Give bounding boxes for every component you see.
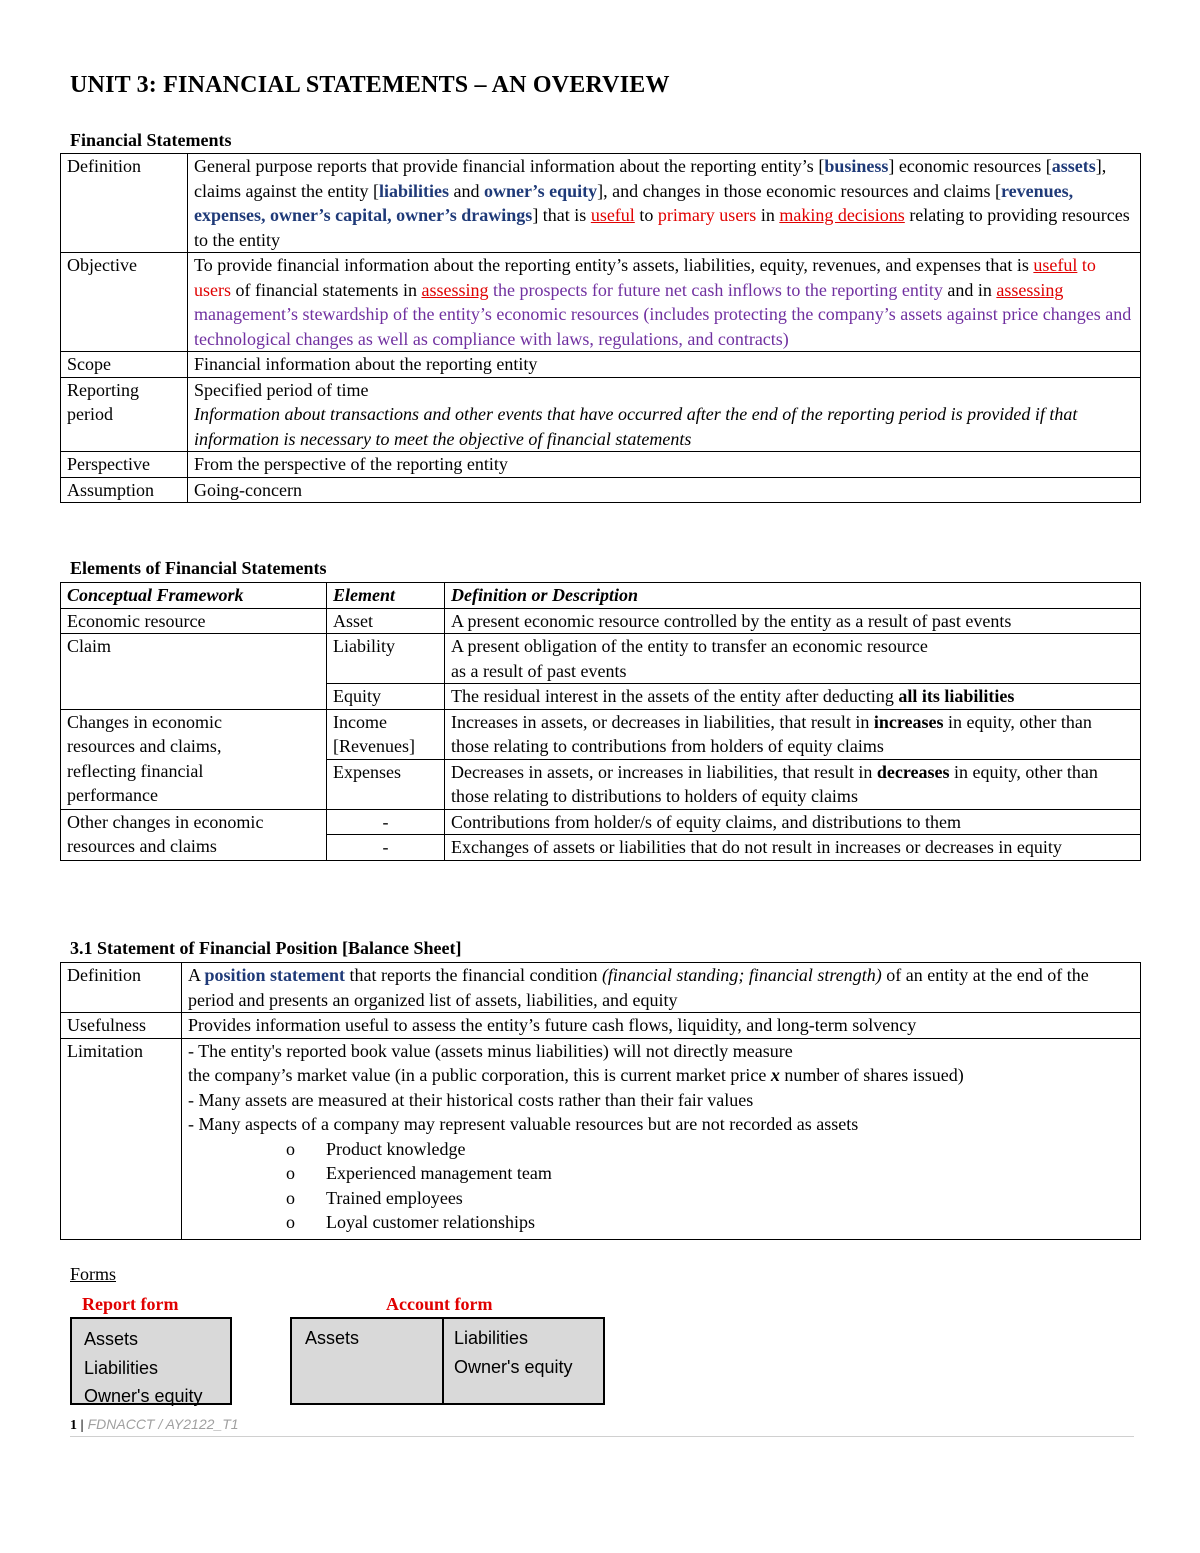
framework-claim: Claim	[61, 634, 327, 710]
framework-other-changes: Other changes in economic resources and claims	[61, 809, 327, 860]
element-income: Income [Revenues]	[327, 709, 445, 759]
table-row	[61, 154, 1141, 253]
definition-income: Increases in assets, or decreases in liabilities, that result in increases in equity, other than those relating to contributions from holders of equity claims	[445, 709, 1141, 759]
section-heading-sfp: 3.1 Statement of Financial Position [Balance Sheet]	[70, 938, 462, 958]
table-row	[61, 963, 1141, 1013]
section-heading-financial-statements: Financial Statements	[70, 130, 232, 150]
table-header-row	[61, 583, 1141, 609]
element-asset: Asset	[327, 608, 445, 634]
table-row	[61, 253, 1141, 352]
row-label-assumption: Assumption	[61, 477, 188, 503]
definition-expenses: Decreases in assets, or increases in liabilities, that result in decreases in equity, other than those relating to distributions to holders of equity claims	[445, 759, 1141, 809]
report-form-item: Liabilities	[84, 1357, 159, 1378]
row-label-reporting-period: Reporting period	[61, 377, 188, 452]
definition-liability: A present obligation of the entity to transfer an economic resource as a result of past events	[445, 634, 1141, 684]
definition-contributions: Contributions from holder/s of equity claims, and distributions to them	[445, 809, 1141, 835]
page-number: 1 |	[70, 1418, 84, 1433]
forms-heading: Forms	[70, 1264, 117, 1284]
element-dash: -	[327, 809, 445, 835]
assumption-text: Going-concern	[188, 477, 1141, 503]
framework-economic-resource: Economic resource	[61, 608, 327, 634]
row-label-sfp-definition: Definition	[61, 963, 182, 1013]
limitation-text: - The entity's reported book value (assets minus liabilities) will not directly measure the company’s market value (in a public corporation, this is current market price x number of shares issued) - Many assets are measured at their historical costs rather than their fair values - Many aspects of a company may represent valuable resources but are not recorded as assets o Product knowledge o Experienced management team o Trained employees o Loyal customer relationships	[182, 1038, 1141, 1239]
row-label-limitation: Limitation	[61, 1038, 182, 1239]
table-row	[61, 809, 1141, 835]
list-item: o Experienced management team	[286, 1163, 552, 1183]
element-expenses: Expenses	[327, 759, 445, 809]
report-form-item: Owner's equity	[84, 1386, 203, 1406]
header-definition: Definition or Description	[445, 583, 1141, 609]
usefulness-text: Provides information useful to assess the entity’s future cash flows, liquidity, and long-term solvency	[182, 1013, 1141, 1039]
header-conceptual-framework: Conceptual Framework	[61, 583, 327, 609]
element-equity: Equity	[327, 684, 445, 710]
row-label-perspective: Perspective	[61, 452, 188, 478]
objective-text: To provide financial information about the reporting entity’s assets, liabilities, equity, revenues, and expenses that is useful to users of financial statements in assessing the prospects for future net cash inflows to the reporting entity and in assessing management’s stewardship of the entity’s economic resources (includes protecting the company’s assets against price changes and technological changes as well as compliance with laws, regulations, and contracts)	[188, 253, 1141, 352]
report-form-item: Assets	[84, 1329, 139, 1349]
table-row	[61, 377, 1141, 452]
table-row	[61, 634, 1141, 684]
account-form-box	[290, 1317, 605, 1405]
sfp-table	[60, 962, 1141, 1240]
scope-text: Financial information about the reporting entity	[188, 352, 1141, 378]
row-label-objective: Objective	[61, 253, 188, 352]
elements-table	[60, 582, 1141, 861]
report-form-label: Report form	[82, 1294, 179, 1314]
page-footer	[70, 1416, 1134, 1437]
table-row	[61, 452, 1141, 478]
table-row	[61, 709, 1141, 759]
definition-exchanges: Exchanges of assets or liabilities that do not result in increases or decreases in equity	[445, 835, 1141, 861]
row-label-scope: Scope	[61, 352, 188, 378]
perspective-text: From the perspective of the reporting entity	[188, 452, 1141, 478]
element-liability: Liability	[327, 634, 445, 684]
account-form-label: Account form	[386, 1294, 493, 1314]
definition-text: General purpose reports that provide financial information about the reporting entity’s [business] economic resources [assets], claims against the entity [liabilities and owner’s equity], and changes in those economic resources and claims [revenues, expenses, owner’s capital, owner’s drawings] that is useful to primary users in making decisions relating to providing resources to the entity	[188, 154, 1141, 253]
definition-asset: A present economic resource controlled by the entity as a result of past events	[445, 608, 1141, 634]
framework-changes: Changes in economic resources and claims, reflecting financial performance	[61, 709, 327, 809]
section-heading-elements: Elements of Financial Statements	[70, 558, 327, 578]
row-label-definition: Definition	[61, 154, 188, 253]
row-label-usefulness: Usefulness	[61, 1013, 182, 1039]
table-row	[61, 608, 1141, 634]
list-item: o Trained employees	[286, 1187, 463, 1208]
list-item: o Loyal customer relationships	[286, 1212, 535, 1232]
account-form-right: Liabilities Owner's equity	[454, 1328, 573, 1377]
table-row	[61, 352, 1141, 378]
report-form-box	[70, 1317, 232, 1405]
header-element: Element	[327, 583, 445, 609]
page-title: UNIT 3: FINANCIAL STATEMENTS – AN OVERVIEW	[70, 72, 670, 98]
account-form-left: Assets	[305, 1328, 360, 1348]
table-row	[61, 477, 1141, 503]
sfp-definition-text: A position statement that reports the financial condition (financial standing; financial strength) of an entity at the end of the period and presents an organized list of assets, liabilities, and equity	[182, 963, 1141, 1013]
course-code: FDNACCT / AY2122_T1	[87, 1416, 239, 1432]
reporting-period-text: Specified period of time Information about transactions and other events that have occurred after the end of the reporting period is provided if that information is necessary to meet the objective of financial statements	[188, 377, 1141, 452]
list-item: o Product knowledge	[286, 1138, 466, 1159]
table-row	[61, 1013, 1141, 1039]
financial-statements-table	[60, 153, 1141, 503]
definition-equity: The residual interest in the assets of the entity after deducting all its liabilities	[445, 684, 1141, 710]
account-form-divider	[442, 1319, 444, 1403]
table-row	[61, 1038, 1141, 1239]
element-dash: -	[327, 835, 445, 861]
